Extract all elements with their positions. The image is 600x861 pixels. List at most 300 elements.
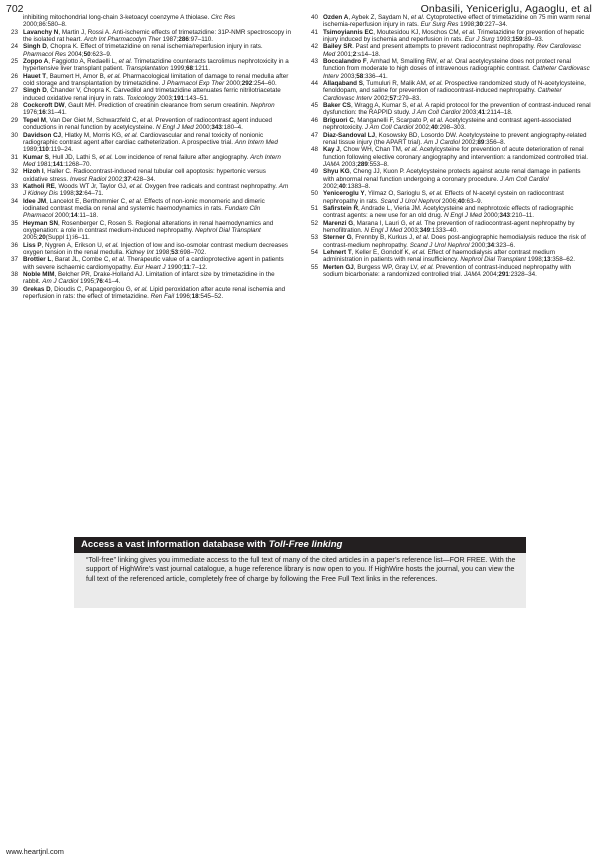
reference-text	[23, 58, 292, 73]
reference-text	[23, 220, 292, 242]
reference-year: 1998;	[526, 256, 544, 264]
reference-body: , Chander V, Chopra K. Carvedilol and trimetazidine attenuates ferric nitrilotriacetate induced oxidative renal injury in rats.	[23, 87, 281, 102]
reference-year: 2000;	[193, 124, 212, 132]
reference-45	[306, 102, 592, 117]
reference-volume: 34	[487, 241, 495, 249]
reference-pages: :298–303.	[437, 124, 466, 132]
reference-year: 2003;	[338, 72, 357, 80]
reference-title: Effect of haemodialysis after contrast medium administration in patients with renal insufficiency.	[323, 249, 555, 264]
reference-text	[323, 29, 592, 44]
reference-journal: Fundam Clin Pharmacol	[23, 204, 261, 220]
reference-year: 2002;	[413, 124, 431, 132]
reference-text	[23, 183, 292, 198]
reference-number: 38	[10, 271, 18, 279]
reference-year: 1990;	[165, 263, 184, 271]
reference-author: Yeniceroglu Y	[323, 190, 365, 198]
reference-28	[6, 102, 292, 117]
reference-author: Lehnert T	[323, 249, 352, 256]
reference-pages: :698–702.	[178, 249, 207, 256]
reference-year: 2002;	[459, 138, 478, 146]
reference-text	[323, 146, 592, 168]
reference-author: Lavanchy N	[23, 28, 59, 36]
reference-body: , Baumert H, Amor B,	[46, 72, 108, 80]
reference-text	[23, 242, 292, 257]
reference-number: 50	[310, 190, 318, 198]
reference-pages: :97–110.	[188, 36, 213, 44]
reference-continuation	[6, 14, 292, 29]
reference-volume: 76	[95, 278, 103, 286]
reference-text	[23, 168, 292, 183]
reference-author: Diaz-Sandoval LJ	[323, 131, 376, 139]
reference-body: , Wragg A, Kumar S,	[351, 102, 411, 110]
reference-body: , Belcher PR, Drake-Holland AJ. Limitation of infarct size by trimetazidine in the rabbit.	[23, 271, 275, 286]
reference-journal: Am J Cardiol	[42, 278, 79, 286]
reference-volume: 343	[499, 212, 510, 220]
reference-author: Boccalandro F	[323, 58, 367, 66]
promo-title-prefix: Access a vast information database with	[81, 539, 269, 550]
reference-number: 52	[310, 219, 318, 227]
reference-volume: 30	[475, 21, 483, 29]
reference-journal: Toxicology	[126, 94, 157, 102]
reference-et-al: et al.	[128, 197, 143, 205]
reference-number: 27	[10, 87, 18, 95]
reference-pages: :428–34.	[130, 175, 156, 183]
reference-body: , Barat JL, Combe C,	[51, 256, 112, 264]
reference-41	[306, 29, 592, 44]
reference-author: Hizoh I	[23, 168, 44, 176]
reference-year: 1998;	[458, 21, 476, 29]
reference-et-al: et al.	[462, 28, 476, 36]
reference-volume: 37	[123, 175, 131, 183]
reference-journal: J Am Coll Cardiol	[412, 109, 461, 117]
reference-text	[323, 58, 592, 80]
reference-number: 49	[310, 168, 318, 176]
reference-body: , Manganelli F, Scarpato P,	[353, 116, 430, 124]
reference-number: 41	[310, 28, 318, 36]
reference-year: 2003;	[339, 160, 358, 168]
reference-title: Prevention of contrast-induced nephropathy with sodium bicarbonate: a randomized controlled trial.	[323, 263, 572, 279]
reference-et-al: et al.	[410, 102, 424, 110]
reference-number: 30	[10, 131, 18, 139]
continuation-text: inhibiting mitochondrial long-chain 3-ketoacyl coenzyme A thiolase.	[23, 14, 210, 21]
reference-author: Marenzi G	[323, 219, 354, 227]
reference-year: 1993;	[494, 36, 513, 44]
reference-volume: 191	[173, 94, 185, 102]
reference-year: 2004;	[66, 50, 84, 58]
reference-number: 24	[10, 43, 18, 51]
reference-text	[323, 117, 592, 132]
reference-volume: 289	[357, 160, 368, 168]
reference-et-al: et al.	[420, 263, 435, 271]
reference-text	[323, 190, 592, 205]
reference-body: , Chopra K. Effect of trimetazidine on renal ischemia/reperfusion injury in rats.	[46, 43, 263, 51]
reference-author: Heyman SN	[23, 219, 58, 227]
reference-text	[23, 271, 292, 286]
reference-number: 48	[310, 146, 318, 154]
reference-number: 37	[10, 256, 18, 264]
reference-pages: :143–51.	[184, 94, 209, 102]
reference-24	[6, 43, 292, 58]
references-right-column	[306, 14, 592, 534]
reference-number: 40	[310, 14, 318, 21]
reference-number: 23	[10, 28, 18, 36]
reference-year: 2002;	[372, 94, 390, 102]
reference-author: Bailey SR	[323, 43, 353, 51]
reference-author: Özden A	[323, 14, 349, 21]
reference-number: 32	[10, 168, 18, 176]
reference-author: Baker CS	[323, 102, 352, 110]
reference-year: 2000;	[481, 212, 500, 220]
reference-title: The prevention of radiocontrast-agent nephropathy by hemofiltration.	[323, 219, 575, 234]
reference-pages: :279–83.	[396, 94, 422, 102]
reference-journal: Ann Intern Med	[234, 138, 278, 146]
reference-number: 53	[310, 234, 318, 242]
reference-title: Pharmacological limitation of damage to renal medulla after cold storage and transplantation by trimetazidine.	[23, 72, 289, 88]
reference-body: , Chow WH, Chan TM,	[339, 146, 405, 154]
reference-year: 1995;	[78, 278, 96, 286]
reference-et-al: et al.	[404, 146, 419, 154]
reference-25	[6, 58, 292, 73]
reference-33	[6, 183, 292, 198]
reference-title: Acetylcysteine and contrast agent-associated nephrotoxicity.	[323, 116, 572, 132]
reference-title: Prevention of radiocontrast agent induced conductions in renal function by acetylcysteine.	[23, 116, 272, 132]
reference-body: , Frennby B, Kurkus J,	[351, 234, 416, 242]
reference-pages: :41–4.	[102, 278, 121, 286]
reference-journal: Catheter Cardiovasc Interv	[323, 87, 562, 102]
reference-pages: :358–62.	[550, 256, 576, 264]
reference-number: 36	[10, 241, 18, 249]
reference-pages: :1333–40.	[430, 226, 459, 234]
reference-author: Brottier L	[23, 256, 52, 264]
reference-year: 1976;	[23, 109, 39, 117]
reference-year: 2003;	[460, 109, 479, 117]
reference-author: Cockcroft DW	[23, 102, 65, 110]
reference-journal: Transplantation	[125, 65, 169, 73]
reference-37	[6, 256, 292, 271]
reference-55	[306, 264, 592, 279]
reference-number: 26	[10, 72, 18, 80]
reference-text	[23, 286, 292, 301]
reference-number: 45	[310, 102, 318, 110]
reference-volume: 40	[457, 197, 465, 205]
reference-pages: :356–8.	[484, 138, 506, 146]
reference-journal: N Engl J Med	[364, 226, 403, 234]
reference-year: 2003;	[402, 226, 420, 234]
reference-journal: Kidney Int	[125, 249, 154, 256]
reference-body: , Keller E, Gondolf K,	[351, 249, 413, 256]
reference-journal: Invest Radiol	[69, 175, 107, 183]
reference-journal: Eur J Surg	[464, 36, 495, 44]
reference-journal: Rev Cardiovasc Med	[323, 43, 582, 58]
reference-pages: :553–8.	[367, 160, 389, 168]
reference-text	[323, 205, 592, 220]
toll-free-linking-box	[74, 537, 526, 608]
reference-pages: :254–60.	[252, 80, 277, 88]
reference-body: , Faggiotto A, Redaelli L,	[48, 58, 119, 66]
reference-author: Shyu KG	[323, 168, 350, 176]
reference-title: Effects of N-acetyl cystein on radiocontrast nephropathy in rats.	[323, 190, 564, 205]
reference-et-al: et al.	[140, 116, 154, 124]
reference-body: , Haller C. Radiocontrast-induced renal tubular cell apoptosis: hypertonic versus oxidative stress.	[23, 168, 266, 183]
reference-volume: 110	[38, 146, 49, 154]
reference-pages: :63–9.	[464, 197, 483, 205]
reference-journal: Eur Heart J	[133, 263, 166, 271]
reference-body: , Yilmaz O, Sarioglu S,	[364, 190, 430, 198]
reference-author: Hauet T	[23, 72, 47, 80]
reference-pages: :2114–18.	[485, 109, 513, 117]
reference-pages: :623–9.	[90, 50, 112, 58]
reference-body: , Amhad M, Smalling RW,	[366, 58, 440, 66]
reference-author: Noble MIM	[23, 271, 55, 279]
reference-number: 42	[310, 43, 318, 51]
reference-year: 2001;	[335, 50, 353, 58]
reference-32	[6, 168, 292, 183]
reference-year: 2006;	[440, 197, 458, 205]
reference-title: Cardiovascular and renal toxicity of nonionic radiographic contrast agent after cardiac catheterization. A prospective trial.	[23, 131, 264, 146]
reference-title: Acetylcysteine for prevention of acute deterioration of renal function following elective coronary angiography and intervention: a randomized controlled trial.	[323, 146, 588, 161]
reference-year: 1989;	[23, 146, 39, 154]
reference-body: , Tumuluri R, Malik AM,	[362, 80, 430, 88]
reference-body: , Andrade L, Vieria JM. Acetylcysteine and nephrotoxic effects of radiographic contrast agents: a new use for an old drug.	[323, 204, 574, 220]
reference-volume: 141	[52, 160, 64, 168]
reference-title: Trimetazidine counteracts tacrolimus nephrotoxicity in a hypertensive liver transplant patient.	[23, 58, 289, 73]
reference-number: 33	[10, 182, 18, 190]
reference-body: , Gault MH. Prediction of creatinin clearance from serum creatinin.	[64, 102, 251, 110]
reference-40	[306, 14, 592, 29]
reference-pages: :31–41.	[45, 109, 67, 117]
reference-number: 35	[10, 219, 18, 227]
reference-text	[323, 249, 592, 264]
reference-26	[6, 73, 292, 88]
reference-year: 1998;	[58, 190, 76, 198]
reference-year: 1999;	[168, 65, 187, 73]
reference-year: 2000;	[469, 241, 488, 249]
reference-54	[306, 249, 592, 264]
reference-38	[6, 271, 292, 286]
reference-volume: 40	[338, 182, 346, 190]
reference-title: Cytoprotective effect of trimetazidine on 75 min warm renal ischemia-reperfusion injury in rats.	[323, 14, 591, 29]
reference-52	[306, 220, 592, 235]
reference-title: Effects of non-ionic monomeric and dimeric iodinated contrast media on renal and systemic haemodynamics in rats.	[23, 197, 265, 212]
reference-44	[306, 80, 592, 102]
reference-pages: :s14–18.	[356, 50, 381, 58]
reference-title: Prospective randomized study of N-acetylcysteine, fenoldopam, and saline for prevention of radiocontrast-induced nephropathy.	[323, 80, 586, 95]
reference-volume: 32	[75, 190, 83, 198]
reference-volume: 89	[477, 138, 485, 146]
reference-volume: 159	[512, 36, 523, 44]
reference-volume: 40	[430, 124, 438, 132]
reference-author: Singh D	[23, 87, 47, 95]
reference-pages: :1383–8.	[345, 182, 371, 190]
reference-36	[6, 242, 292, 257]
reference-et-al: et al.	[129, 182, 144, 190]
reference-author: Safirstein R	[323, 204, 358, 212]
reference-volume: 2	[352, 50, 357, 58]
reference-pages: :1211.	[193, 65, 211, 73]
reference-journal: Ren Fail	[150, 293, 175, 301]
reference-author: Allaqaband S	[323, 80, 363, 88]
promo-body: “Toll-free” linking gives you immediate access to the full text of many of the cited articles in a paper’s reference list—FOR FREE. With the support of HighWire’s vast journal catalogue, a huge reference library is now open to you. If HighWire hosts the journal, you can view the full text of the referenced article, completely free of charge by following the Free Full Text links in the references.	[86, 556, 516, 583]
reference-text	[323, 132, 592, 147]
reference-volume: 18	[191, 293, 199, 301]
reference-pages: :1268–70.	[63, 160, 92, 168]
reference-text	[23, 87, 292, 102]
reference-text	[323, 43, 592, 58]
reference-year: 2002;	[323, 182, 339, 190]
reference-39	[6, 286, 292, 301]
reference-number: 54	[310, 249, 318, 256]
reference-text	[323, 264, 592, 279]
reference-year: 2005;	[23, 234, 39, 242]
reference-47	[306, 132, 592, 147]
reference-body: , Woods WT Jr, Taylor GJ,	[54, 182, 130, 190]
reference-et-al: et al.	[429, 190, 443, 198]
reference-volume: 41	[478, 109, 486, 117]
reference-pages: :323–6.	[494, 241, 516, 249]
reference-et-al: et al.	[118, 58, 133, 66]
reference-author: Davidson CJ	[23, 131, 62, 139]
reference-51	[306, 205, 592, 220]
reference-journal: Eur Surg Res	[420, 21, 459, 29]
reference-volume: 16	[38, 109, 46, 117]
reference-46	[306, 117, 592, 132]
page-number: 702	[6, 3, 24, 15]
reference-body: , Dioudis C, Papageorgiou G,	[50, 285, 135, 293]
reference-body: . Past and present attempts to prevent radiocontrast nephropathy.	[352, 43, 537, 51]
reference-author: Katholi RE	[23, 182, 55, 190]
reference-pages: :7–12.	[189, 263, 208, 271]
reference-journal: Arch Int Pharmacodyn Ther	[83, 36, 161, 44]
reference-body: , Van Der Giet M, Schwarzfeld C,	[45, 116, 141, 124]
reference-volume: 68	[186, 65, 194, 73]
reference-volume: 14	[70, 212, 78, 220]
reference-et-al: et al.	[409, 219, 423, 227]
promo-title	[74, 537, 526, 553]
reference-text	[323, 80, 592, 102]
reference-body: , Aybek Z, Saydam N,	[348, 14, 411, 21]
reference-volume: 20	[38, 234, 46, 242]
reference-volume: 57	[389, 94, 397, 102]
reference-number: 34	[10, 197, 18, 205]
reference-23	[6, 29, 292, 44]
reference-number: 25	[10, 58, 18, 66]
reference-number: 29	[10, 116, 18, 124]
reference-text	[23, 154, 292, 169]
reference-volume: 343	[211, 124, 222, 132]
reference-et-al: et al.	[410, 14, 425, 21]
reference-30	[6, 132, 292, 154]
reference-author: Kay J	[323, 146, 340, 154]
reference-author: Tepel M	[23, 116, 46, 124]
reference-journal: N Engl J Med	[156, 124, 194, 132]
reference-journal: Scand J Urol Nephrol	[409, 241, 470, 249]
reference-49	[306, 168, 592, 190]
reference-author: Singh D	[23, 43, 47, 51]
reference-et-al: et al.	[111, 256, 126, 264]
reference-author: Merten GJ	[323, 263, 354, 271]
reference-pages: :64–71.	[82, 190, 104, 198]
reference-pages: :227–34.	[482, 21, 508, 29]
reference-text	[23, 132, 292, 154]
reference-et-al: et al.	[439, 58, 454, 66]
reference-number: 51	[310, 204, 318, 212]
reference-year: 1996;	[174, 293, 192, 301]
reference-journal: JAMA	[464, 271, 481, 279]
reference-number: 43	[310, 58, 318, 66]
reference-year: 1981;	[35, 160, 53, 168]
reference-50	[306, 190, 592, 205]
reference-volume: 58	[356, 72, 364, 80]
reference-volume: 286	[178, 36, 189, 44]
reference-text	[23, 117, 292, 132]
reference-53	[306, 234, 592, 249]
reference-author: Liss P	[23, 241, 42, 249]
reference-title: Does post-angiographic hemodialysis reduce the risk of contrast-medium nephropathy.	[323, 234, 586, 249]
reference-year: 1987;	[160, 36, 179, 44]
reference-title: A rapid protocol for the prevention of contrast-induced renal dysfunction: the RAPPID study.	[323, 102, 591, 117]
reference-journal: J Pharmacol Exp Ther	[161, 80, 225, 88]
footer-url: www.heartjnl.com	[6, 847, 64, 856]
reference-author: Idee JM	[23, 197, 47, 205]
running-head-authors: Onbasili, Yeniceriglu, Agaoglu, et al	[420, 3, 592, 15]
reference-journal: Scand J Urol Nephrol	[380, 197, 441, 205]
reference-volume: 291	[498, 271, 509, 279]
reference-body: , Hlatky M, Morris KG,	[61, 131, 125, 139]
reference-volume: 292	[241, 80, 253, 88]
reference-journal: Nephrol Dial Transplant	[195, 226, 261, 234]
continuation-tail: 2000;86:580–8.	[23, 21, 67, 29]
reference-text	[323, 168, 592, 190]
reference-year: 1998;	[153, 249, 172, 256]
reference-text	[323, 14, 592, 29]
reference-text	[23, 43, 292, 58]
reference-number: 44	[310, 80, 318, 88]
reference-text	[23, 29, 292, 44]
reference-number: 31	[10, 153, 18, 161]
reference-number: 28	[10, 102, 18, 110]
reference-title: Lipid peroxidation after acute renal ischemia and reperfusion in rats: the effect of trimetazidine.	[23, 285, 286, 301]
reference-number: 39	[10, 285, 18, 293]
reference-number: 47	[310, 131, 318, 139]
reference-volume: 50	[83, 50, 91, 58]
reference-title: Therapeutic value of a cardioprotective agent in patients with severe ischaemic cardiomyopathy.	[23, 256, 284, 271]
reference-pages: :2328–34.	[508, 271, 537, 279]
reference-text	[23, 73, 292, 88]
reference-et-al: et al.	[124, 131, 139, 139]
reference-35	[6, 220, 292, 242]
reference-author: Sterner G	[323, 234, 352, 242]
references-left-column	[6, 14, 292, 534]
reference-body: , Cheng JJ, Kuon P. Acetylcysteine protects against acute renal damage in patients with abnormal renal function undergoing a coronary procedure.	[323, 168, 581, 183]
reference-pages: :180–4.	[221, 124, 243, 132]
reference-34	[6, 198, 292, 220]
reference-et-al: et al.	[412, 249, 426, 256]
reference-author: Zoppo A	[23, 58, 49, 66]
reference-journal: Nephrol Dial Transplant	[460, 256, 527, 264]
reference-year: 2000;	[224, 80, 242, 88]
reference-number: 46	[310, 116, 318, 124]
reference-29	[6, 117, 292, 132]
reference-pages: :89–93.	[522, 36, 544, 44]
reference-text	[23, 102, 292, 117]
reference-columns	[6, 14, 592, 534]
reference-journal: Arch Intern Med	[23, 153, 281, 168]
reference-volume: 349	[419, 226, 431, 234]
reference-pages: :545–52.	[198, 293, 224, 301]
reference-text	[323, 234, 592, 249]
reference-title: Trimetazidine for prevention of hepatic injury induced by ischemia and reperfusion in rats.	[323, 28, 585, 44]
reference-body: , Hull JD, Lathi S,	[48, 153, 100, 161]
